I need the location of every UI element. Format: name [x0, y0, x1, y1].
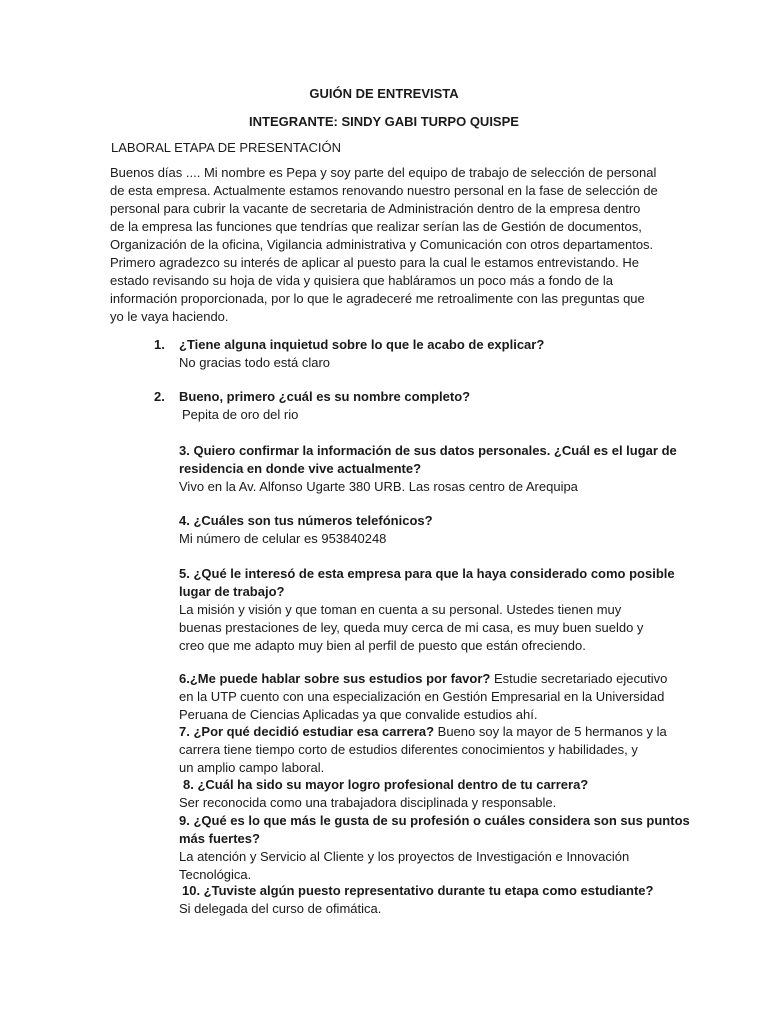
qa-block-2 [179, 388, 470, 424]
answer-text: No gracias todo está claro [179, 355, 331, 370]
question-text: lugar de trabajo? [179, 584, 285, 599]
answer-text: creo que me adapto muy bien al perfil de puesto que están ofreciendo. [179, 638, 586, 653]
question-text: residencia en donde vive actualmente? [179, 461, 422, 476]
question-text: 9. ¿Qué es lo que más le gusta de su profesión o cuáles considera son sus puntos [179, 813, 690, 828]
answer-text: Bueno soy la mayor de 5 hermanos y la [434, 724, 667, 739]
intro-line: Primero agradezco su interés de aplicar al puesto para la cual le estamos entrevistando. He [110, 255, 639, 270]
answer-text: Tecnológica. [179, 867, 252, 882]
question-text: 5. ¿Qué le interesó de esta empresa para que la haya considerado como posible [179, 566, 675, 581]
qa-block-10 [179, 882, 653, 918]
answer-text: La misión y visión y que toman en cuenta a su personal. Ustedes tienen muy [179, 602, 622, 617]
qa-block-4 [179, 512, 433, 548]
qa-block-5 [179, 565, 675, 655]
intro-line: estado revisando su hoja de vida y quisiera que habláramos un poco más a fondo de la [110, 273, 613, 288]
answer-text: Mi número de celular es 953840248 [179, 531, 387, 546]
qa-first-line [179, 670, 667, 688]
answer-text: Peruana de Ciencias Aplicadas ya que convalide estudios ahí. [179, 707, 538, 722]
answer-text: buenas prestaciones de ley, queda muy cerca de mi casa, es muy buen sueldo y [179, 620, 644, 635]
intro-line: de esta empresa. Actualmente estamos renovando nuestro personal en la fase de selección de [110, 183, 658, 198]
answer-text: Pepita de oro del rio [182, 407, 299, 422]
stage-heading: LABORAL ETAPA DE PRESENTACIÓN [111, 140, 341, 155]
question-number: 2. [154, 389, 165, 404]
question-text: 7. ¿Por qué decidió estudiar esa carrera? [179, 724, 435, 739]
answer-text: Ser reconocida como una trabajadora disciplinada y responsable. [179, 795, 557, 810]
intro-line: Buenos días .... Mi nombre es Pepa y soy parte del equipo de trabajo de selección de personal [110, 165, 657, 180]
qa-block-6 [179, 670, 667, 724]
answer-text: Vivo en la Av. Alfonso Ugarte 380 URB. Las rosas centro de Arequipa [179, 479, 578, 494]
qa-first-line [179, 723, 667, 741]
question-text: 3. Quiero confirmar la información de sus datos personales. ¿Cuál es el lugar de [179, 443, 677, 458]
intro-line: de la empresa las funciones que tendrías que realizar serían las de Gestión de documentos, [110, 219, 642, 234]
answer-text: un amplio campo laboral. [179, 760, 325, 775]
member-name: INTEGRANTE: SINDY GABI TURPO QUISPE [249, 114, 519, 129]
qa-block-9 [179, 812, 690, 884]
intro-line: yo le vaya haciendo. [110, 309, 229, 324]
answer-text: carrera tiene tiempo corto de estudios diferentes conocimientos y habilidades, y [179, 742, 638, 757]
answer-text: Estudie secretariado ejecutivo [490, 671, 668, 686]
intro-line: Organización de la oficina, Vigilancia administrativa y Comunicación con otros departamentos. [110, 237, 654, 252]
document-title: GUIÓN DE ENTREVISTA [309, 86, 459, 101]
intro-line: personal para cubrir la vacante de secretaria de Administración dentro de la empresa dentro [110, 201, 641, 216]
question-text: 10. ¿Tuviste algún puesto representativo durante tu etapa como estudiante? [182, 883, 654, 898]
question-text: Bueno, primero ¿cuál es su nombre completo? [179, 389, 471, 404]
qa-block-1 [179, 336, 544, 372]
question-text: 8. ¿Cuál ha sido su mayor logro profesional dentro de tu carrera? [183, 777, 589, 792]
question-number: 1. [154, 337, 165, 352]
intro-paragraph [110, 164, 658, 326]
intro-line: información proporcionada, por lo que le agradeceré me retroalimente con las preguntas que [110, 291, 645, 306]
answer-text: Si delegada del curso de ofimática. [179, 901, 382, 916]
qa-block-3 [179, 442, 677, 496]
question-text: 4. ¿Cuáles son tus números telefónicos? [179, 513, 433, 528]
answer-text: en la UTP cuento con una especialización en Gestión Empresarial en la Universidad [179, 689, 665, 704]
question-text: más fuertes? [179, 831, 260, 846]
qa-block-7 [179, 723, 667, 777]
question-text: 6.¿Me puede hablar sobre sus estudios por favor? [179, 671, 491, 686]
qa-block-8 [179, 776, 588, 812]
question-text: ¿Tiene alguna inquietud sobre lo que le acabo de explicar? [179, 337, 545, 352]
answer-text: La atención y Servicio al Cliente y los proyectos de Investigación e Innovación [179, 849, 630, 864]
